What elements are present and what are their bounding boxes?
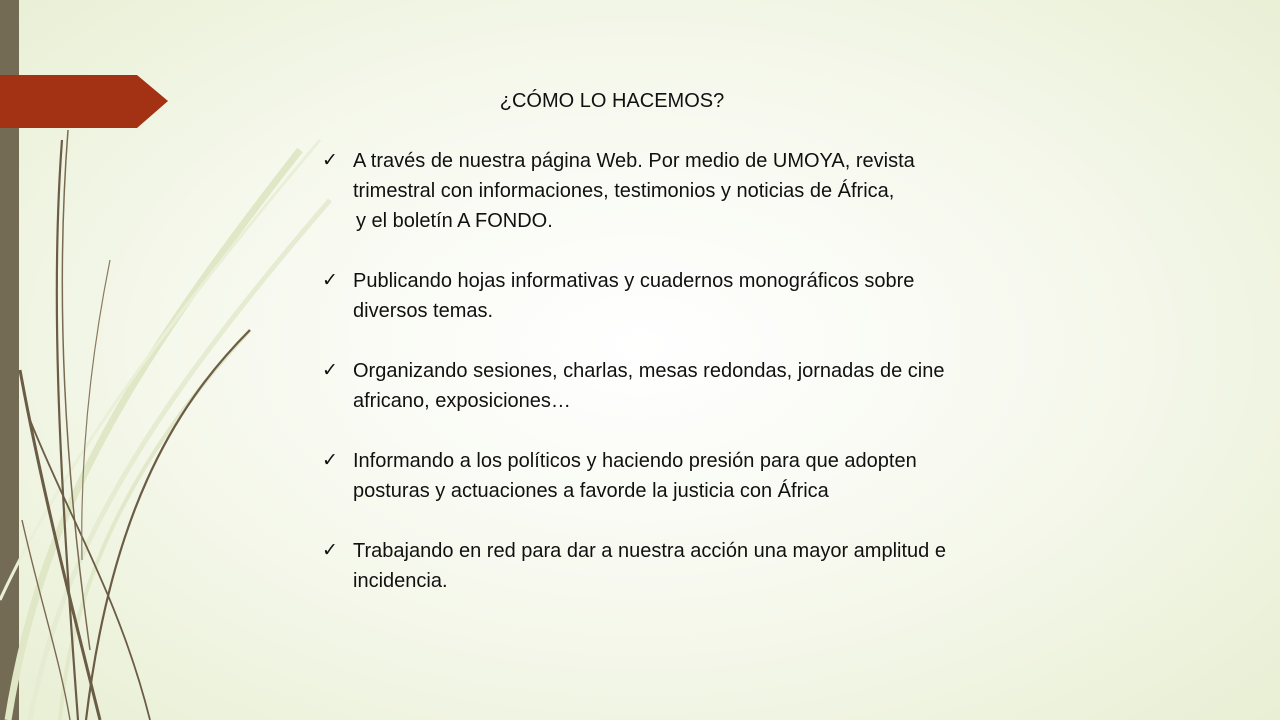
light-stem	[60, 330, 250, 720]
dark-stem	[82, 260, 110, 560]
list-item-continuation: y el boletín A FONDO.	[356, 210, 553, 232]
bullet-list	[322, 146, 992, 596]
light-stem	[8, 150, 300, 720]
list-item-text: Publicando hojas informativas y cuadernos monográficos sobre diversos temas.	[353, 270, 915, 322]
list-item	[322, 356, 992, 416]
dark-stem	[86, 330, 250, 720]
dark-stem	[22, 520, 70, 720]
slide-content	[322, 86, 992, 626]
light-stem	[30, 200, 330, 720]
list-item	[322, 266, 992, 326]
checkmark-icon: ✓	[322, 540, 338, 561]
checkmark-icon: ✓	[322, 360, 338, 381]
dark-stem	[57, 140, 78, 720]
checkmark-icon: ✓	[322, 150, 338, 171]
dark-stem	[30, 420, 150, 720]
list-item-text: A través de nuestra página Web. Por medio de UMOYA, revista trimestral con informaciones, testimonios y noticias de África,	[353, 150, 915, 202]
list-item-text: Trabajando en red para dar a nuestra acción una mayor amplitud e incidencia.	[353, 540, 946, 592]
list-item-text: Organizando sesiones, charlas, mesas redondas, jornadas de cine africano, exposiciones…	[353, 360, 945, 412]
list-item	[322, 446, 992, 506]
list-item-text: Informando a los políticos y haciendo presión para que adopten posturas y actuaciones a favorde la justicia con África	[353, 450, 917, 502]
checkmark-icon: ✓	[322, 270, 338, 291]
list-item	[322, 536, 992, 596]
checkmark-icon: ✓	[322, 450, 338, 471]
list-item	[322, 146, 992, 236]
red-arrow-tab	[0, 75, 168, 128]
dark-stem	[20, 370, 100, 720]
light-stem	[0, 140, 320, 600]
slide-title: ¿CÓMO LO HACEMOS?	[499, 90, 725, 112]
dark-stem	[62, 130, 90, 650]
